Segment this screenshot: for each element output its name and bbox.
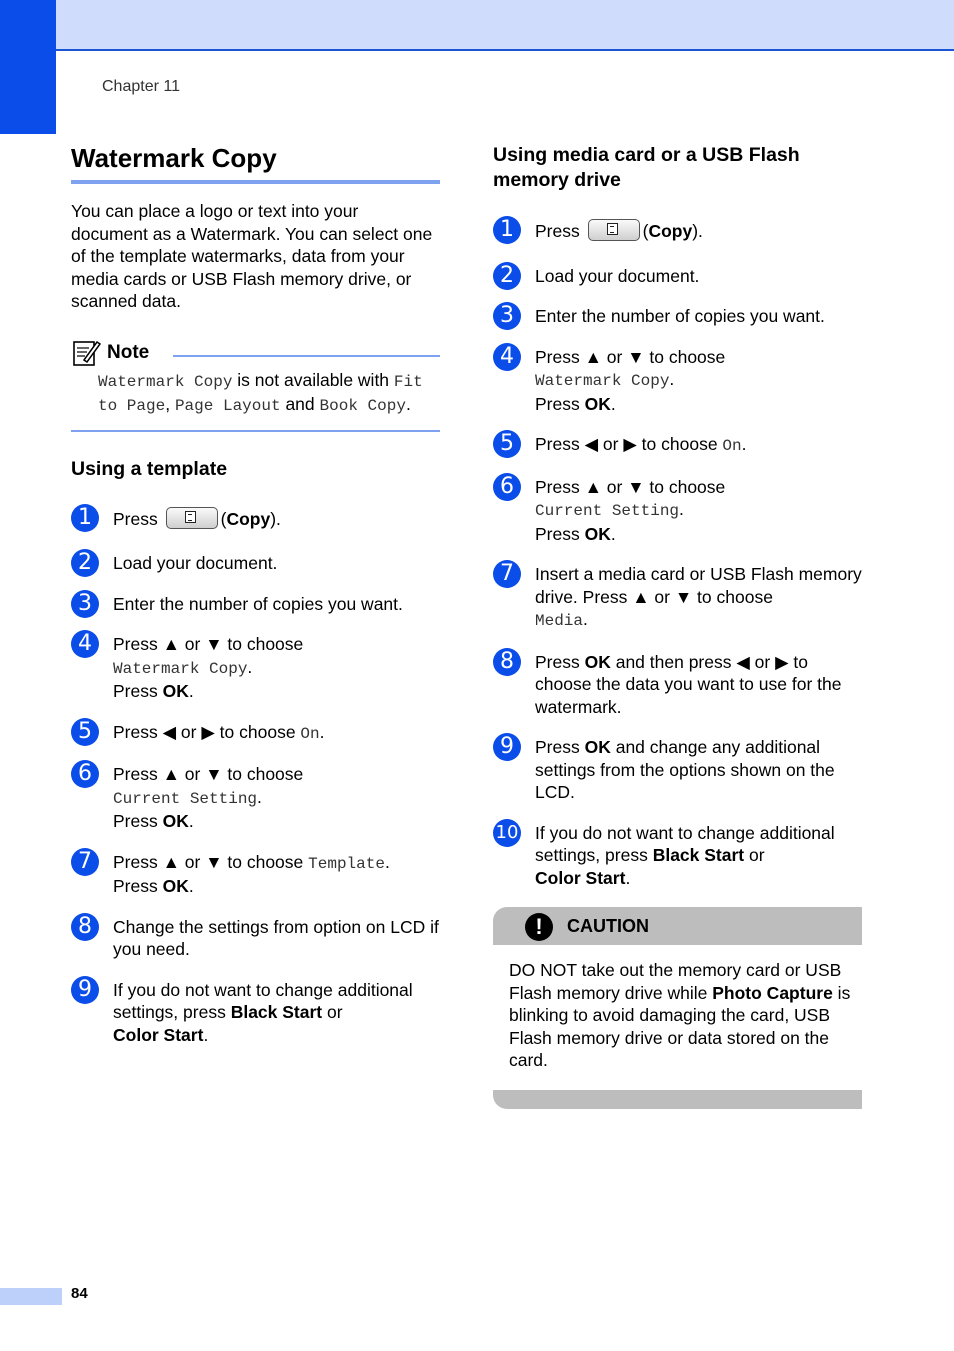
step-number: 5 bbox=[71, 718, 99, 746]
step-number: 3 bbox=[71, 590, 99, 618]
step-bold: OK bbox=[584, 651, 611, 672]
step-number: 2 bbox=[71, 549, 99, 577]
exclamation-icon: ! bbox=[525, 913, 553, 941]
step-1: 1 Press (Copy). bbox=[71, 507, 440, 531]
step-text: If you do not want to change additional settings, press bbox=[113, 979, 413, 1022]
step-text: Press ▲ or ▼ to choose bbox=[113, 634, 304, 654]
step-2 bbox=[493, 262, 862, 288]
caution-footer bbox=[493, 1090, 862, 1109]
step-number: 5 bbox=[493, 430, 521, 458]
step-bold: OK bbox=[584, 523, 611, 544]
step-text: Change the settings from option on LCD if you need. bbox=[113, 916, 439, 959]
page-number-bar bbox=[0, 1288, 62, 1305]
step-text: Load your document. bbox=[535, 265, 700, 286]
copy-button-icon bbox=[588, 219, 640, 241]
step-number: 10 bbox=[493, 819, 521, 847]
step-number: 6 bbox=[71, 760, 99, 788]
section-title: Watermark Copy bbox=[71, 143, 440, 184]
caution-text bbox=[493, 945, 862, 1072]
step-text: and then press ◀ or ▶ to choose the data you want to use for the watermark. bbox=[535, 651, 842, 717]
step-mono: Current Setting bbox=[535, 502, 680, 520]
step-4: 4 Press ▲ or ▼ to choose Watermark Copy. Press OK. bbox=[493, 346, 862, 416]
step-bold: Copy bbox=[226, 508, 271, 529]
note-text-3: . bbox=[405, 394, 411, 414]
step-mono: Watermark Copy bbox=[535, 372, 670, 390]
step-mono: Watermark Copy bbox=[113, 659, 248, 678]
step-or: or bbox=[322, 1002, 343, 1022]
step-number: 8 bbox=[493, 648, 521, 676]
step-press: Press bbox=[535, 651, 585, 672]
step-bold: OK bbox=[162, 811, 189, 831]
step-5: 5 Press ◀ or ▶ to choose On. bbox=[71, 721, 440, 746]
step-4: 4 Press ▲ or ▼ to choose Watermark Copy. Press OK. bbox=[71, 633, 440, 703]
caution-header bbox=[493, 907, 862, 945]
note-title: Note bbox=[107, 341, 150, 363]
step-bold: Color Start bbox=[113, 1024, 204, 1045]
step-2 bbox=[71, 552, 440, 575]
left-column bbox=[71, 143, 440, 1046]
step-mono: Media bbox=[535, 612, 584, 630]
note-pencil-icon bbox=[71, 338, 101, 368]
step-press: Press bbox=[535, 393, 585, 414]
step-bold: Black Start bbox=[230, 1002, 323, 1022]
step-bold: OK bbox=[584, 393, 611, 414]
caution-bold: Photo Capture bbox=[712, 982, 833, 1003]
chapter-tab bbox=[0, 0, 56, 134]
step-number: 9 bbox=[493, 733, 521, 761]
step-8 bbox=[71, 913, 440, 961]
step-number: 6 bbox=[493, 473, 521, 501]
step-3 bbox=[71, 590, 440, 616]
step-number: 7 bbox=[71, 848, 99, 876]
step-text: Load your document. bbox=[113, 553, 278, 573]
copy-button-icon bbox=[166, 507, 218, 529]
step-mono: On bbox=[300, 724, 320, 743]
right-column bbox=[493, 143, 862, 1109]
step-press: Press bbox=[113, 811, 163, 831]
note-mono-2: Fit to Page bbox=[98, 372, 423, 415]
intro-text: You can place a logo or text into your document as a Watermark. You can select one of the template watermarks, data from your media cards or USB Flash memory drive, or scanned data. bbox=[71, 201, 433, 311]
step-text: Press ◀ or ▶ to choose bbox=[113, 721, 301, 742]
note-text-1: is not available with bbox=[232, 369, 394, 390]
step-number: 1 bbox=[493, 216, 521, 244]
note-box bbox=[71, 329, 440, 432]
step-text: Press ▲ or ▼ to choose bbox=[535, 476, 726, 497]
step-7: 7 Press ▲ or ▼ to choose Template. Press OK. bbox=[71, 851, 440, 898]
step-3 bbox=[493, 305, 862, 328]
step-text: Press ◀ or ▶ to choose bbox=[535, 434, 723, 454]
step-bold: OK bbox=[162, 876, 189, 896]
step-bold: Black Start bbox=[652, 845, 745, 865]
step-8 bbox=[493, 648, 862, 719]
step-1: 1 Press (Copy). bbox=[493, 219, 862, 243]
step-text: and change any additional settings from the options shown on the LCD. bbox=[535, 737, 835, 802]
note-text bbox=[98, 369, 440, 418]
step-or: or bbox=[744, 845, 765, 865]
step-9 bbox=[493, 736, 862, 804]
caution-text-1: DO NOT take out the memory card or USB Flash memory drive while bbox=[509, 960, 842, 1003]
step-text: Press bbox=[113, 508, 158, 529]
note-text-2: and bbox=[280, 394, 320, 414]
step-press: Press bbox=[113, 876, 163, 896]
step-text: If you do not want to change additional settings, press bbox=[535, 822, 835, 865]
step-text: Press ▲ or ▼ to choose bbox=[113, 764, 304, 784]
step-number: 2 bbox=[493, 262, 521, 290]
caution-title: CAUTION bbox=[567, 916, 649, 936]
step-number: 4 bbox=[71, 630, 99, 658]
note-mono-3: Page Layout bbox=[174, 397, 281, 415]
page-number: 84 bbox=[71, 1285, 88, 1302]
caution-text-2: is blinking to avoid damaging the card, USB Flash memory drive or data stored on the card. bbox=[509, 982, 851, 1070]
step-number: 1 bbox=[71, 504, 99, 532]
step-9: 9 If you do not want to change additional settings, press Black Start or Color Start. bbox=[71, 979, 440, 1047]
step-number: 4 bbox=[493, 343, 521, 371]
subsection-title: Using a template bbox=[71, 457, 228, 480]
header-bar bbox=[0, 0, 954, 51]
step-text: Enter the number of copies you want. bbox=[113, 593, 403, 614]
step-mono: Template bbox=[308, 854, 385, 873]
step-6: 6 Press ▲ or ▼ to choose Current Setting. Press OK. bbox=[493, 476, 862, 546]
subsection-title: Using media card or a USB Flash memory drive bbox=[493, 144, 800, 191]
step-text: Insert a media card or USB Flash memory drive. Press ▲ or ▼ to choose bbox=[535, 564, 862, 607]
step-5: 5 Press ◀ or ▶ to choose On. bbox=[493, 433, 862, 458]
step-number: 8 bbox=[71, 913, 99, 941]
step-number: 9 bbox=[71, 976, 99, 1004]
step-bold: OK bbox=[584, 737, 611, 757]
note-sep: , bbox=[165, 394, 175, 414]
step-press: Press bbox=[113, 681, 163, 701]
step-text: Enter the number of copies you want. bbox=[535, 306, 825, 326]
step-press: Press bbox=[535, 523, 585, 544]
note-mono-4: Book Copy bbox=[319, 397, 406, 415]
step-bold: Copy bbox=[648, 221, 693, 241]
step-mono: On bbox=[722, 437, 742, 455]
note-mono-1: Watermark Copy bbox=[98, 372, 233, 391]
step-7: 7 Insert a media card or USB Flash memory drive. Press ▲ or ▼ to choose Media. bbox=[493, 563, 862, 633]
step-10: 10 If you do not want to change additional settings, press Black Start or Color Start. bbox=[493, 822, 862, 890]
step-number: 3 bbox=[493, 302, 521, 330]
step-6: 6 Press ▲ or ▼ to choose Current Setting. Press OK. bbox=[71, 763, 440, 833]
step-text: Press ▲ or ▼ to choose bbox=[535, 346, 726, 367]
step-mono: Current Setting bbox=[113, 789, 258, 808]
step-press: Press bbox=[535, 737, 585, 757]
step-text: Press bbox=[535, 221, 580, 241]
step-bold: Color Start bbox=[535, 867, 626, 888]
step-bold: OK bbox=[162, 681, 189, 701]
step-number: 7 bbox=[493, 560, 521, 588]
note-rule bbox=[173, 355, 440, 357]
step-text: Press ▲ or ▼ to choose bbox=[113, 851, 309, 872]
chapter-label: Chapter 11 bbox=[102, 78, 180, 95]
